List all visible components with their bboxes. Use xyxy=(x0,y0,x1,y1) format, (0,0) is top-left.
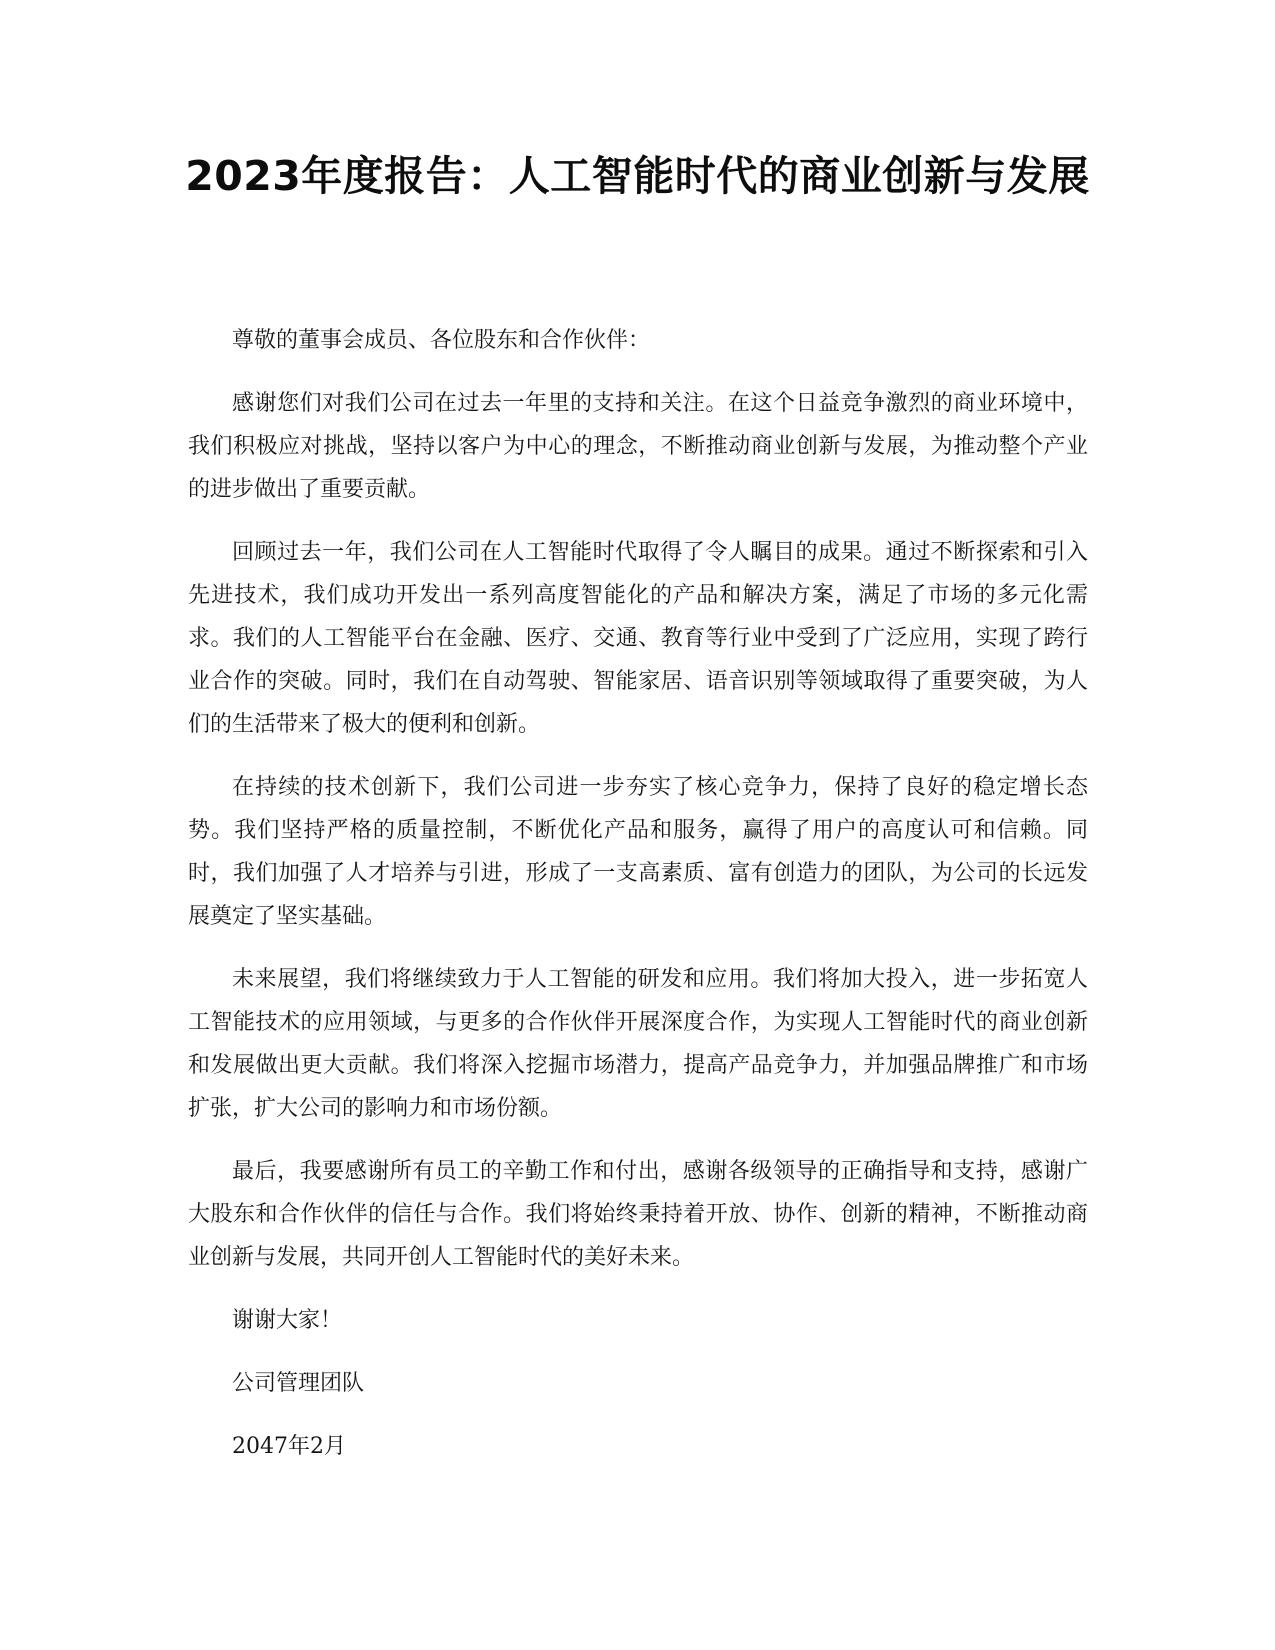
paragraph-thanks: 感谢您们对我们公司在过去一年里的支持和关注。在这个日益竞争激烈的商业环境中，我们积极应对挑战，坚持以客户为中心的理念，不断推动商业创新与发展，为推动整个产业的进步做出了重要贡献。 xyxy=(188,391,1088,502)
salutation: 尊敬的董事会成员、各位股东和合作伙伴： xyxy=(232,328,651,353)
signature: 公司管理团队 xyxy=(232,1371,365,1396)
paragraph-review: 回顾过去一年，我们公司在人工智能时代取得了令人瞩目的成果。通过不断探索和引入先进技术，我们成功开发出一系列高度智能化的产品和解决方案，满足了市场的多元化需求。我们的人工智能平台在金融、医疗、交通、教育等行业中受到了广泛应用，实现了跨行业合作的突破。同时，我们在自动驾驶、智能家居、语音识别等领域取得了重要突破，为人们的生活带来了极大的便利和创新。 xyxy=(188,540,1088,737)
paragraph-gratitude: 最后，我要感谢所有员工的辛勤工作和付出，感谢各级领导的正确指导和支持，感谢广大股东和合作伙伴的信任与合作。我们将始终秉持着开放、协作、创新的精神，不断推动商业创新与发展，共同开创人工智能时代的美好未来。 xyxy=(188,1159,1088,1270)
document-title: 2023年度报告：人工智能时代的商业创新与发展 xyxy=(185,152,1090,200)
closing: 谢谢大家！ xyxy=(232,1308,343,1333)
paragraph-innovation: 在持续的技术创新下，我们公司进一步夯实了核心竞争力，保持了良好的稳定增长态势。我们坚持严格的质量控制，不断优化产品和服务，赢得了用户的高度认可和信赖。同时，我们加强了人才培养与引进，形成了一支高素质、富有创造力的团队，为公司的长远发展奠定了坚实基础。 xyxy=(188,775,1088,929)
paragraph-outlook: 未来展望，我们将继续致力于人工智能的研发和应用。我们将加大投入，进一步拓宽人工智能技术的应用领域，与更多的合作伙伴开展深度合作，为实现人工智能时代的商业创新和发展做出更大贡献。我们将深入挖掘市场潜力，提高产品竞争力，并加强品牌推广和市场扩张，扩大公司的影响力和市场份额。 xyxy=(188,967,1088,1121)
document-body xyxy=(188,319,1088,1488)
date: 2047年2月 xyxy=(232,1434,346,1459)
